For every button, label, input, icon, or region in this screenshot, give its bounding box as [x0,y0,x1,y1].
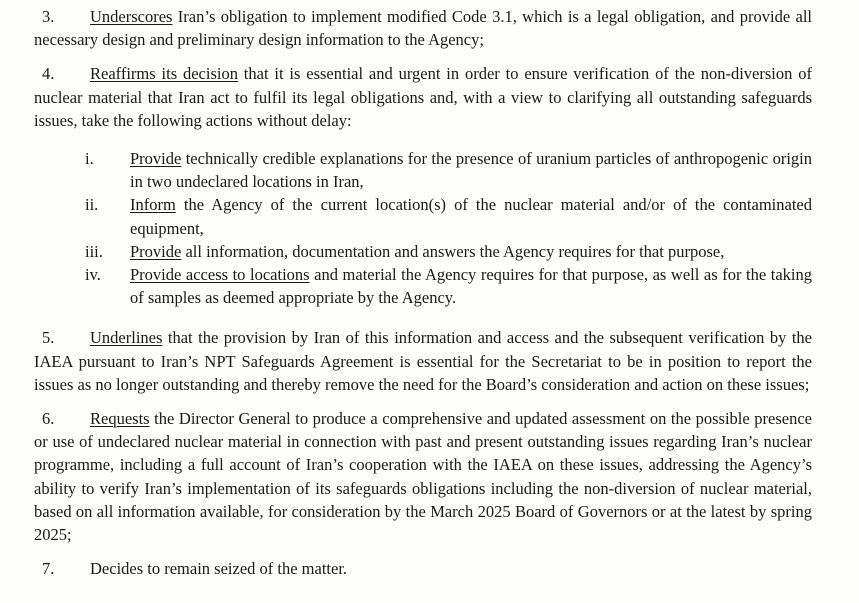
action-item [85,240,812,263]
paragraph-number: 4. [42,64,55,84]
underlined-lead: Underlines [90,328,163,348]
action-item [85,193,812,239]
item-text: technically credible explanations for the presence of uranium particles of anthropogenic origin in two undeclared locations in Iran, [130,149,812,192]
underlined-lead: Underscores [90,7,173,26]
resolution-paragraph [34,62,812,132]
resolution-paragraph [34,557,812,580]
item-text: the Agency of the current location(s) of the nuclear material and/or of the contaminated equipment, [130,195,812,238]
resolution-paragraph [34,5,812,51]
paragraph-number: 5. [42,328,55,348]
paragraph-text: the Director General to produce a comprehensive and updated assessment on the possible presence or use of undeclared nuclear material in connection with past and present outstanding issues regarding Iran’s nuclear programme, including a full account of Iran’s cooperation with the IAEA on these issues, addressing the Agency’s ability to verify Iran’s implementation of its safeguards obligations including the non-diversion of nuclear material, based on all information available, for consideration by the March 2025 Board of Governors or at the latest by spring 2025; [34,409,812,545]
underlined-lead: Inform [130,195,176,215]
underlined-lead: Reaffirms its decision [90,64,238,84]
item-numeral: i. [85,149,94,169]
underlined-lead: Provide [130,149,182,169]
underlined-lead: Requests [90,409,150,429]
paragraph-text: that the provision by Iran of this information and access and the subsequent verification by the IAEA pursuant to Iran’s NPT Safeguards Agreement is essential for the Secretariat to be in position to report the issues as no longer outstanding and thereby remove the need for the Board’s consideration and action on these issues; [34,328,812,394]
paragraph-number: 3. [42,7,55,26]
action-item [85,263,812,309]
resolution-paragraph [34,326,812,396]
paragraph-number: 7. [42,559,55,579]
underlined-lead: Provide access to locations [130,265,310,285]
item-text: and material the Agency requires for that purpose, as well as for the taking of samples as deemed appropriate by the Agency. [130,265,812,308]
item-numeral: iv. [85,265,101,285]
paragraph-text: Decides to remain seized of the matter. [90,559,348,579]
item-numeral: ii. [85,195,99,215]
paragraph-number: 6. [42,409,55,429]
resolution-paragraph [34,407,812,546]
item-text: all information, documentation and answers the Agency requires for that purpose, [181,241,725,261]
underlined-lead: Provide [130,241,182,261]
paragraph-text: Iran’s obligation to implement modified Code 3.1, which is a legal obligation, and provide all necessary design and preliminary design information to the Agency; [34,7,812,50]
paragraph-text: that it is essential and urgent in order to ensure verification of the non-diversion of nuclear material that Iran act to fulfil its legal obligations and, with a view to clarifying all outstanding safeguards issues, take the following actions without delay: [34,64,812,130]
item-numeral: iii. [85,241,103,261]
action-items-list [34,147,812,309]
action-item [85,147,812,193]
